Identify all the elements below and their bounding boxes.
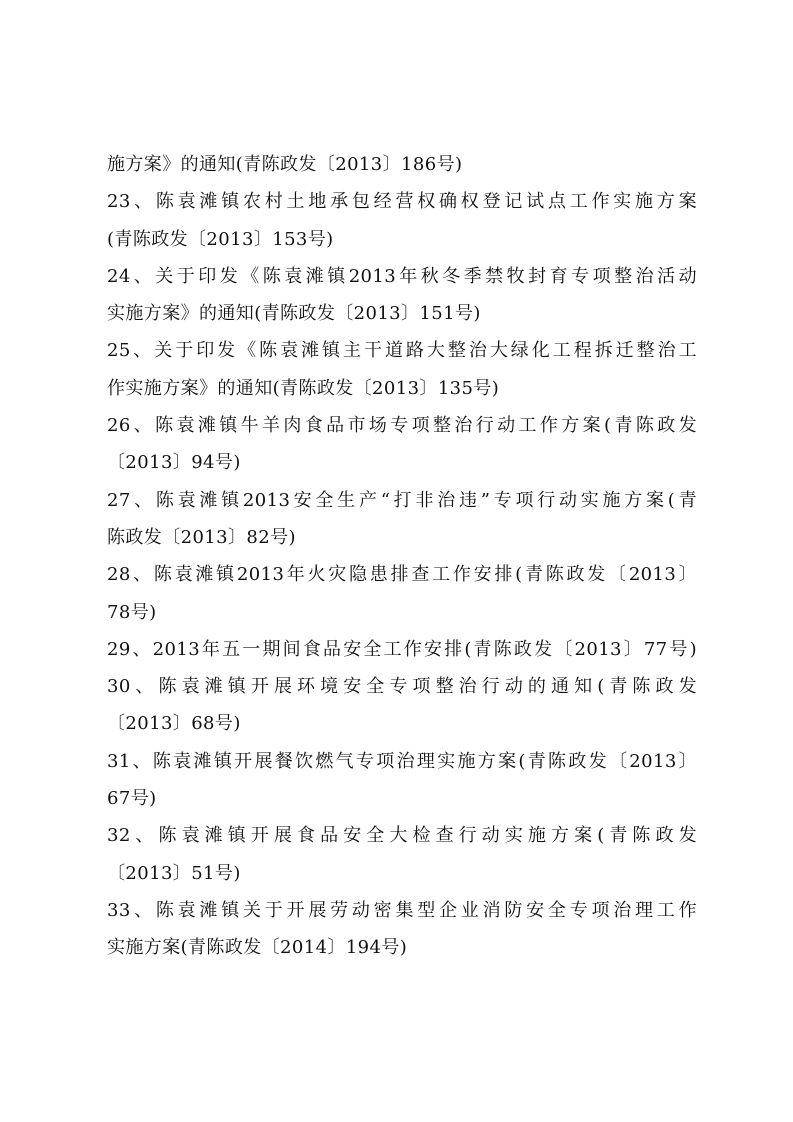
text-line: 67号) xyxy=(107,788,157,810)
text-line: 78号) xyxy=(107,601,157,623)
text-line: 24、关于印发《陈袁滩镇2013年秋冬季禁牧封育专项整治活动 xyxy=(107,265,697,287)
text-line: 23、陈袁滩镇农村土地承包经营权确权登记试点工作实施方案 xyxy=(107,191,697,213)
text-line: 25、关于印发《陈袁滩镇主干道路大整治大绿化工程拆迁整治工 xyxy=(107,340,697,362)
text-line: 〔2013〕51号) xyxy=(107,862,241,884)
text-line: 28、陈袁滩镇2013年火灾隐患排查工作安排(青陈政发〔2013〕 xyxy=(107,564,697,586)
text-line: 实施方案(青陈政发〔2014〕194号) xyxy=(107,937,408,959)
text-line: 陈政发〔2013〕82号) xyxy=(107,526,296,548)
text-line: 作实施方案》的通知(青陈政发〔2013〕135号) xyxy=(107,377,500,399)
text-line: 27、陈袁滩镇2013安全生产“打非治违”专项行动实施方案(青 xyxy=(107,489,697,511)
text-line: 〔2013〕94号) xyxy=(107,452,241,474)
text-line: 32、陈袁滩镇开展食品安全大检查行动实施方案(青陈政发 xyxy=(107,825,697,847)
document-body xyxy=(107,146,697,967)
text-line: 施方案》的通知(青陈政发〔2013〕186号) xyxy=(107,154,463,175)
text-line: 〔2013〕68号) xyxy=(107,713,241,735)
text-line: 29、2013年五一期间食品安全工作安排(青陈政发〔2013〕77号) xyxy=(107,638,697,660)
text-line: 31、陈袁滩镇开展餐饮燃气专项治理实施方案(青陈政发〔2013〕 xyxy=(107,750,697,772)
text-line: (青陈政发〔2013〕153号) xyxy=(107,228,334,250)
text-line: 30、陈袁滩镇开展环境安全专项整治行动的通知(青陈政发 xyxy=(107,676,697,698)
text-line: 实施方案》的通知(青陈政发〔2013〕151号) xyxy=(107,303,481,325)
text-line: 33、陈袁滩镇关于开展劳动密集型企业消防安全专项治理工作 xyxy=(107,899,697,921)
text-line: 26、陈袁滩镇牛羊肉食品市场专项整治行动工作方案(青陈政发 xyxy=(107,415,697,437)
